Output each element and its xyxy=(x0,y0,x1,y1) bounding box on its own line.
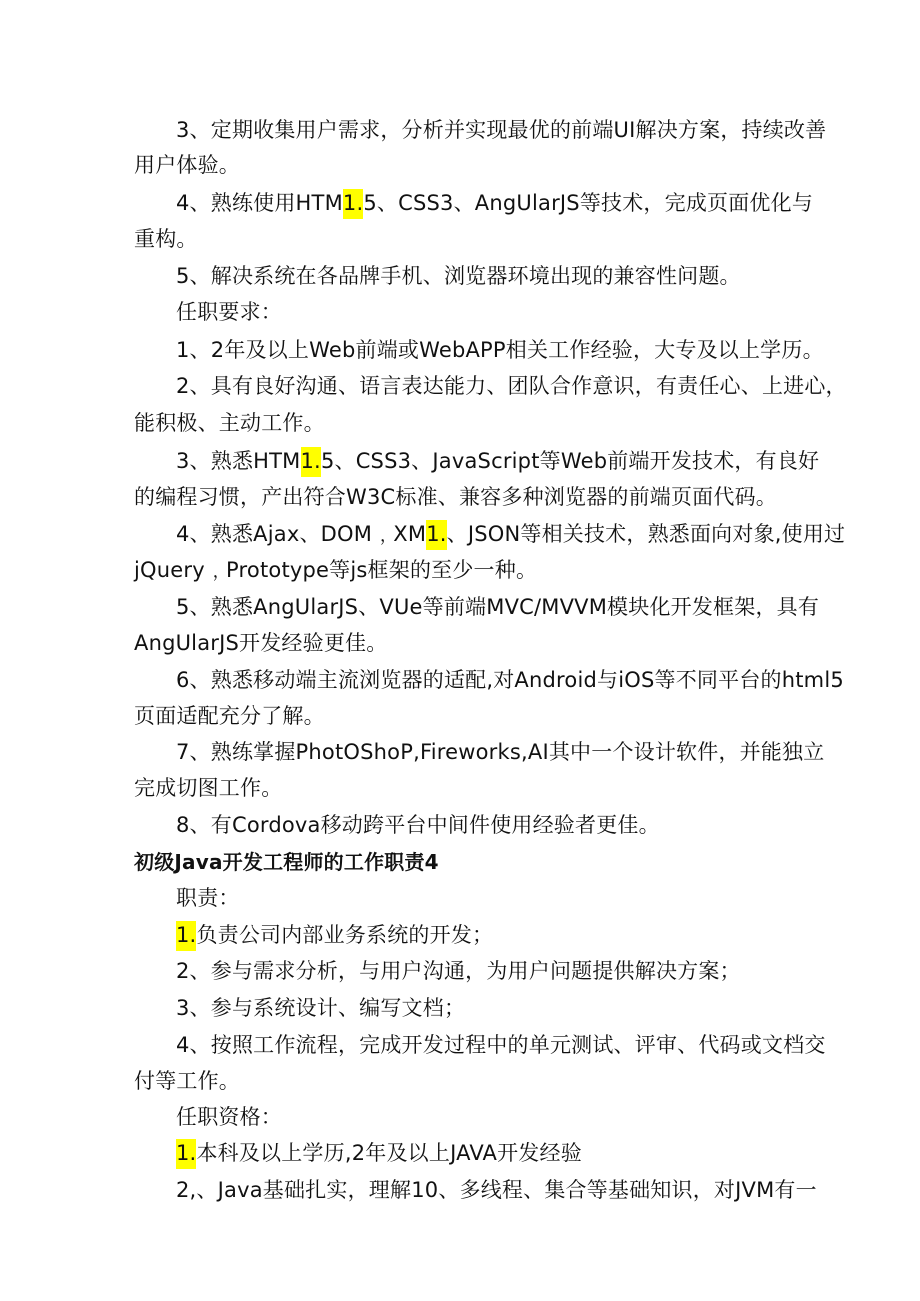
paragraph-line: 用户体验。 xyxy=(134,153,240,177)
paragraph-line: 7、熟练掌握PhotOShoP,Fireworks,AI其中一个设计软件，并能独立 xyxy=(176,740,825,764)
line-text: 5、CSS3、JavaScript等Web前端开发技术，有良好 xyxy=(320,449,820,473)
paragraph-line: 8、有Cordova移动跨平台中间件使用经验者更佳。 xyxy=(176,813,660,837)
paragraph-line: 完成切图工作。 xyxy=(134,776,283,800)
line-text: 负责公司内部业务系统的开发； xyxy=(196,923,494,947)
paragraph-line: 2,、Java基础扎实，理解10、多线程、集合等基础知识，对JVM有一 xyxy=(176,1178,817,1202)
paragraph-line xyxy=(176,1138,582,1168)
yellow-highlight: 1. xyxy=(176,1139,196,1169)
line-text: 、JSON等相关技术，熟悉面向对象,使用过 xyxy=(446,522,846,546)
paragraph-line: 付等工作。 xyxy=(134,1069,240,1093)
paragraph-line: 页面适配充分了解。 xyxy=(134,704,325,728)
paragraph-line xyxy=(176,188,813,218)
paragraph-line: 2、具有良好沟通、语言表达能力、团队合作意识，有责任心、上进心， xyxy=(176,374,847,398)
line-text: 4、熟悉Ajax、DOM﹐XM xyxy=(176,522,427,546)
paragraph-line: 1、2年及以上Web前端或WebAPP相关工作经验，大专及以上学历。 xyxy=(176,338,824,362)
paragraph-line xyxy=(176,519,845,549)
line-text: 4、熟练使用HTM xyxy=(176,191,343,215)
yellow-highlight: 1. xyxy=(343,189,363,219)
paragraph-line: 3、定期收集用户需求，分析并实现最优的前端UI解决方案，持续改善 xyxy=(176,118,827,142)
paragraph-line xyxy=(176,920,493,950)
yellow-highlight: 1. xyxy=(176,921,196,951)
paragraph-line: 2、参与需求分析，与用户沟通，为用户问题提供解决方案； xyxy=(176,959,741,983)
paragraph-line: 5、解决系统在各品牌手机、浏览器环境出现的兼容性问题。 xyxy=(176,264,741,288)
line-text: 5、CSS3、AngUlarJS等技术，完成页面优化与 xyxy=(363,191,814,215)
line-text: 3、熟悉HTM xyxy=(176,449,301,473)
section-label: 任职资格： xyxy=(176,1105,282,1129)
paragraph-line: 6、熟悉移动端主流浏览器的适配,对Android与iOS等不同平台的html5 xyxy=(176,668,844,692)
yellow-highlight: 1. xyxy=(301,447,321,477)
paragraph-line: AngUlarJS开发经验更佳。 xyxy=(134,631,388,655)
section-label: 职责： xyxy=(176,886,240,910)
paragraph-line: 4、按照工作流程，完成开发过程中的单元测试、评审、代码或文档交 xyxy=(176,1033,826,1057)
paragraph-line: 3、参与系统设计、编写文档； xyxy=(176,996,466,1020)
paragraph-line: jQuery﹐Prototype等js框架的至少一种。 xyxy=(134,558,538,582)
yellow-highlight: 1. xyxy=(426,520,446,550)
paragraph-line: 能积极、主动工作。 xyxy=(134,411,325,435)
paragraph-line xyxy=(176,446,819,476)
section-label: 任职要求： xyxy=(176,300,282,324)
paragraph-line: 5、熟悉AngUlarJS、VUe等前端MVC/MVVM模块化开发框架，具有 xyxy=(176,595,820,619)
paragraph-line: 重构。 xyxy=(134,227,198,251)
section-heading: 初级Java开发工程师的工作职责4 xyxy=(134,850,439,874)
line-text: 本科及以上学历,2年及以上JAVA开发经验 xyxy=(196,1141,582,1165)
paragraph-line: 的编程习惯，产出符合W3C标准、兼容多种浏览器的前端页面代码。 xyxy=(134,485,777,509)
